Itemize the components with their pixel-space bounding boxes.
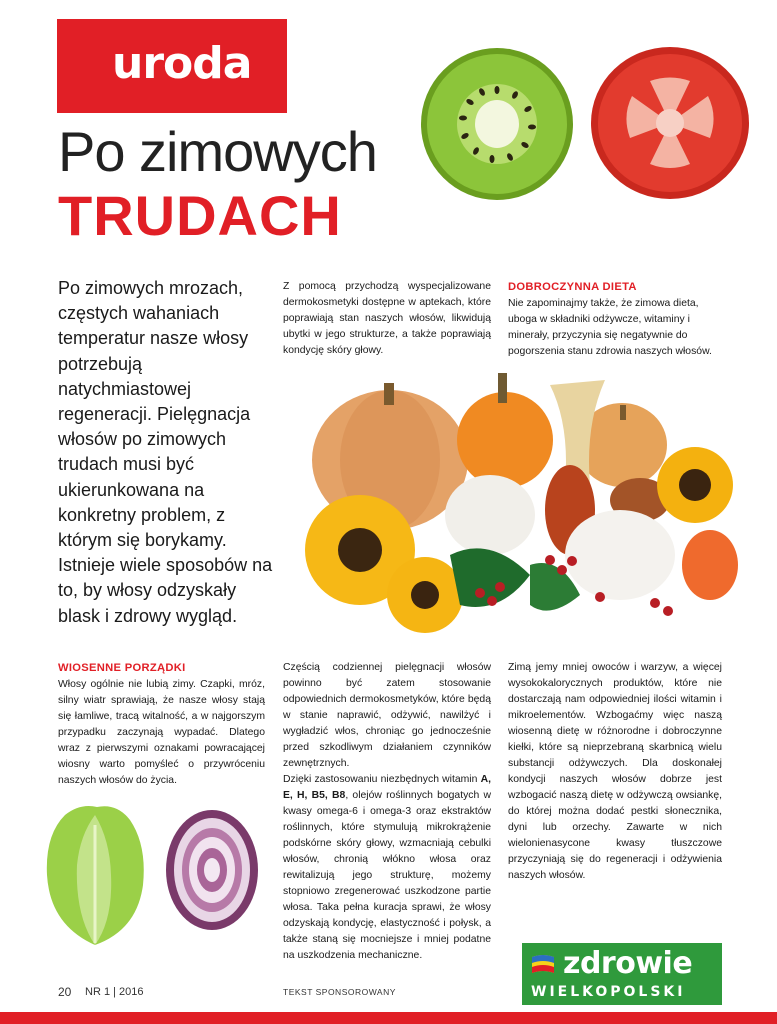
spring-heading: WIOSENNE PORZĄDKI [58, 662, 186, 674]
nutrition-text: Zimą jemy mniej owoców i warzyw, a więcej wysokokalorycznych produktów, które nie dostarczają nam odpowiedniej ilości witamin i mikroelementów. Wzbogaćmy więc naszą wiosenną dietę w różnorodne i dobroczynne kiełki, które są nieprzebraną skarbnicą wielu substancji odżywczych. Dla doskonałej kondycji naszych włosów dobrze jest wzbogacić naszą dietę w odżywczą owsiankę, do której można dodać pestki słonecznika, dyni lub orzechy. Zawarte w nich wielonienasycone kwasy tłuszczowe przyczyniają się do regeneracji i odżywienia naszych włosów. [508, 662, 722, 881]
issue-number: NR 1 | 2016 [85, 986, 144, 998]
title-line-2: TRUDACH [58, 184, 342, 247]
column-nutrition [508, 660, 722, 884]
care-paragraph-1: Częścią codziennej pielęgnacji włosów powinno być zatem stosowanie odpowiednich dermokosmetyków, które będą w stanie naprawić, odżywić, nawilżyć i wygładzić włos, chroniąc go jednocześnie przed szkodliwym działaniem czynników zewnętrznych. [283, 662, 491, 769]
tomato-image [590, 46, 750, 200]
care-paragraph-2 [283, 772, 491, 964]
lettuce-image [35, 795, 155, 955]
section-label: uroda [112, 38, 252, 89]
lead-paragraph: Po zimowych mrozach, częstych wahaniach temperatur nasze włosy potrzebują natychmiastowej regeneracji. Pielęgnacja włosów po zimowych trudach musi być ukierunkowana na konkretny problem, z którym się borykamy. Istnieje wiele sposobów na to, by włosy odzyskały blask i zdrowy wygląd. [58, 278, 273, 626]
diet-heading: DOBROCZYNNA DIETA [508, 281, 637, 293]
autumn-harvest-image [300, 365, 740, 645]
onion-image [162, 805, 262, 935]
diet-text: Nie zapominajmy także, że zimowa dieta, uboga w składniki odżywcze, witaminy i minerały, przyczynia się negatywnie do pogorszenia stanu zdrowia naszych włosów. [508, 298, 712, 357]
flag-icon [530, 953, 556, 977]
care-p2-start: Dzięki zastosowaniu niezbędnych witamin [283, 774, 481, 785]
kiwi-image [420, 47, 574, 201]
title-line-1: Po zimowych [58, 120, 377, 183]
spring-text: Włosy ogólnie nie lubią zimy. Czapki, mróz, silny wiatr sprawiają, że nasze włosy stają się łamliwe, tracą witalność, a w najgorszym przypadku zaczynają wypadać. Dlatego wraz z pierwszymi oznakami powracającej wiosny warto pomyśleć o przywróceniu naszych włosów do życia. [58, 679, 265, 786]
column-care [283, 660, 491, 964]
brand-subtitle: WIELKOPOLSKI [531, 984, 686, 1000]
vitamins-list: A, E, H, B5, B8 [283, 774, 491, 801]
page-number: 20 [58, 985, 72, 999]
sponsored-label: TEKST SPONSOROWANY [283, 987, 396, 997]
care-p2-end: , olejów roślinnych bogatych w kwasy omega-6 i omega-3 oraz ekstraktów roślinnych, które stymulują mikrokrążenie podskórne skóry głowy, wzmacniają cebulki włosów, chronią włókno włosa oraz rewitalizują jego strukturę, możemy stopniowo zregenerować uszkodzone partie włosa. Taka pełna kuracja sprawi, że włosy odzyskają kondycję, elastyczność i połysk, a także staną się mocniejsze i mniej podatne na uszkodzenia mechaniczne. [283, 790, 491, 961]
bottom-accent-bar [0, 1012, 777, 1024]
column-intro [283, 279, 491, 359]
column-spring [58, 660, 265, 789]
brand-name: zdrowie [563, 946, 693, 981]
column-diet [508, 279, 722, 360]
column-intro-text: Z pomocą przychodzą wyspecjalizowane dermokosmetyki dostępne w aptekach, które poprawiają stan naszych włosów, likwidują ubytki w jego strukturze, a także poprawiają kondycję skóry głowy. [283, 281, 491, 356]
